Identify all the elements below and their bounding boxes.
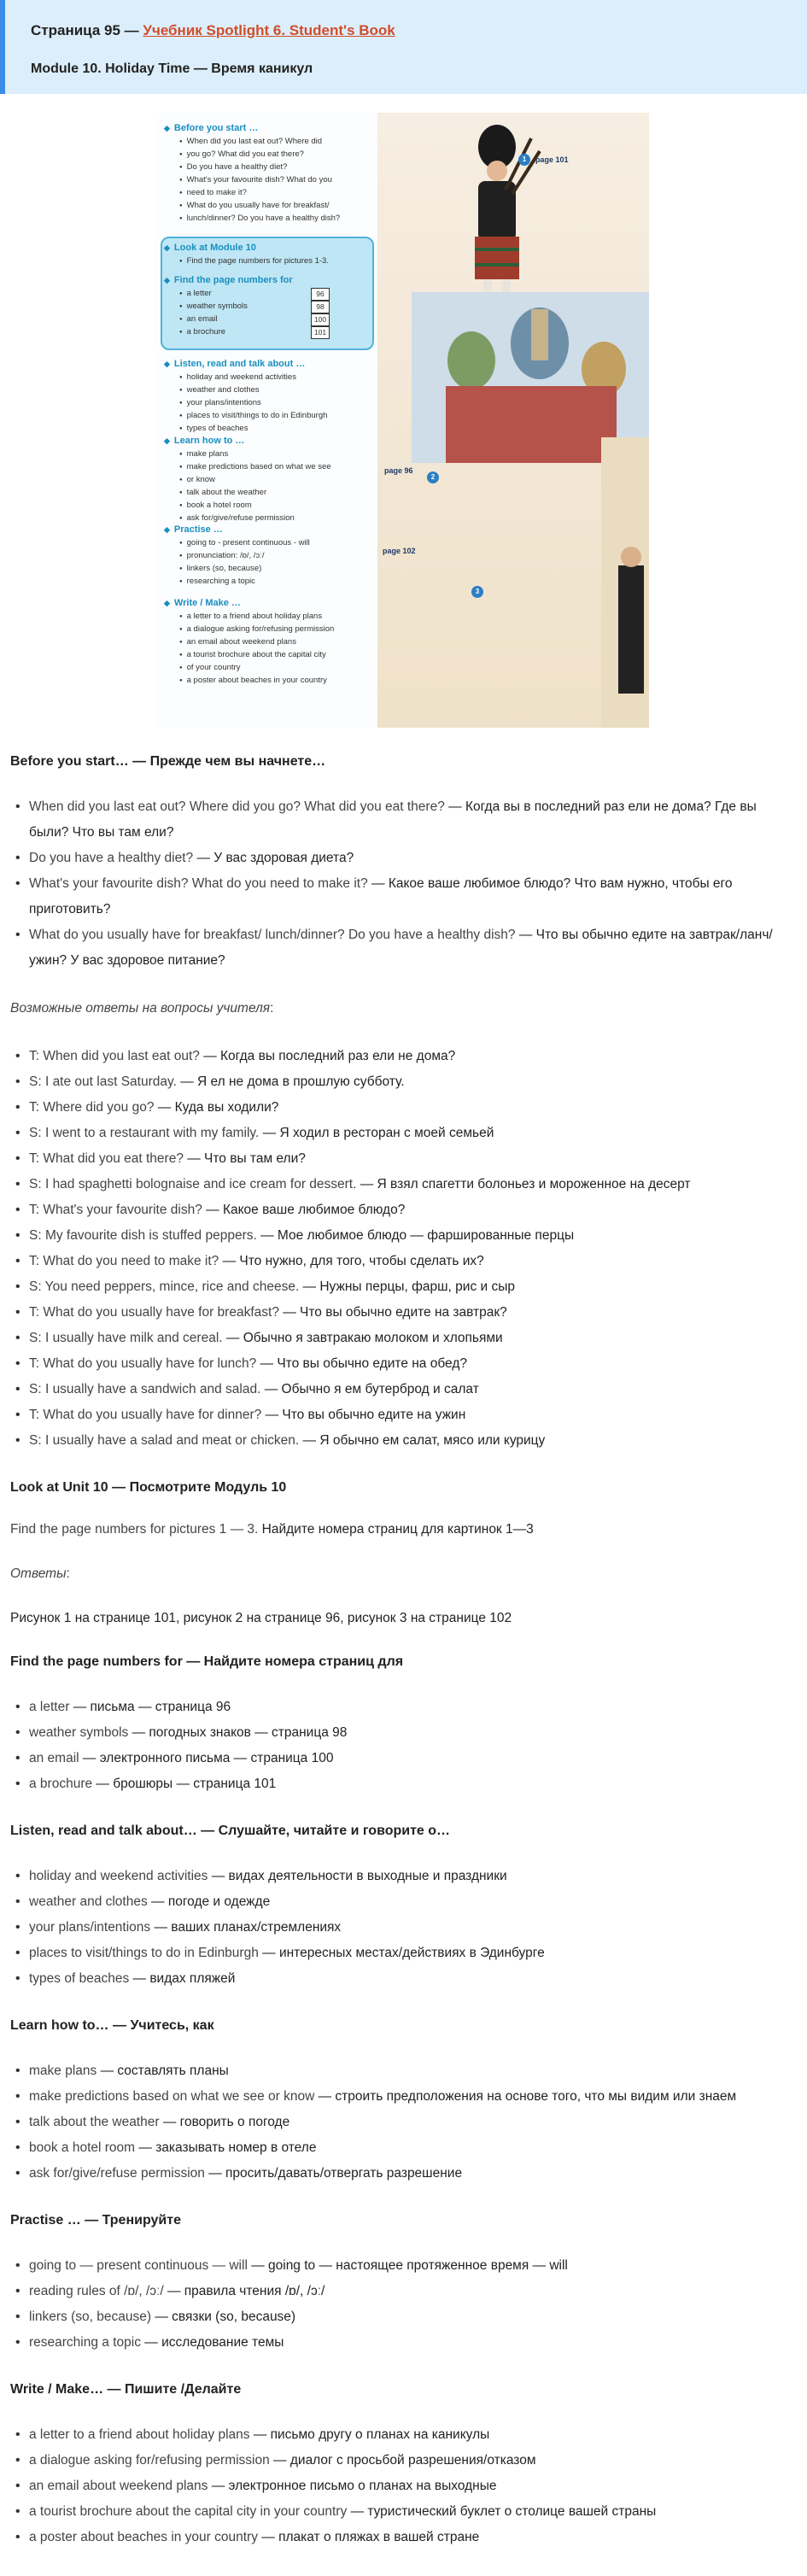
list-item-ru: — Что вы обычно едите на завтрак/ланч/ужин? У вас здоровое питание? (29, 928, 773, 968)
list-item (29, 1966, 797, 1992)
list-item-en: S: My favourite dish is stuffed peppers. (29, 1228, 257, 1243)
list-item-en: a tourist brochure about the capital city in your country (29, 2504, 348, 2519)
book-write-list (179, 611, 334, 688)
book-link[interactable]: Учебник Spotlight 6. Student's Book (143, 22, 395, 38)
list-item-ru: — Я ел не дома в прошлую субботу. (176, 1074, 405, 1089)
list-item (29, 1274, 797, 1300)
list-item-en: T: What do you usually have for breakfast? (29, 1305, 279, 1320)
list-item (29, 2110, 797, 2135)
textbook-page-image (154, 113, 649, 728)
list-item-ru: — связки (so, because) (151, 2310, 296, 2324)
list-item (29, 794, 797, 846)
list-item-en: going to — present continuous — will (29, 2258, 248, 2273)
book-look-section (164, 243, 329, 268)
list-item (29, 1223, 797, 1249)
list-item (29, 1864, 797, 1889)
list-item (29, 1095, 797, 1121)
list-item-en: book a hotel room (29, 2140, 136, 2155)
book-learn-list (179, 448, 331, 525)
list-item (29, 1941, 797, 1966)
page-number-label: Страница 95 — (31, 22, 139, 38)
listen-heading: Listen, read and talk about… — Слушайте, читайте и говорите о… (10, 1824, 451, 1838)
list-item-en: S: You need peppers, mince, rice and cheese. (29, 1279, 300, 1294)
list-item (29, 1249, 797, 1274)
book-list-item: ● or know (179, 474, 331, 487)
book-list-item: ● a letter to a friend about holiday plans (179, 611, 334, 624)
book-list-item: ● pronunciation: /ɒ/, /ɔː/ (179, 550, 310, 563)
list-item (29, 871, 797, 922)
book-learn-title: ◆ Learn how to … (164, 436, 331, 446)
list-item-en: an email about weekend plans (29, 2479, 208, 2493)
look-instruction (10, 1520, 797, 1539)
list-item (29, 1146, 797, 1172)
book-before-title: ◆ Before you start … (164, 123, 340, 133)
book-list-item: ● going to - present continuous - will (179, 537, 310, 550)
list-item (29, 1402, 797, 1428)
list-item-ru: — просить/давать/отвергать разрешение (204, 2166, 463, 2181)
find-list (10, 1695, 797, 1797)
list-item-ru: — плакат о пляжах в вашей стране (257, 2530, 480, 2544)
list-item-en: What do you usually have for breakfast/ lunch/dinner? Do you have a healthy dish? (29, 928, 516, 942)
list-item (29, 1771, 797, 1797)
module-title: Module 10. Holiday Time — Время каникул (31, 61, 313, 76)
list-item-ru: — говорить о погоде (159, 2115, 290, 2129)
list-item-ru: — заказывать номер в отеле (135, 2140, 317, 2155)
header-box (0, 0, 807, 94)
book-listen-section (164, 359, 327, 436)
list-item (29, 1746, 797, 1771)
list-item-en: When did you last eat out? Where did you go? What did you eat there? (29, 799, 445, 814)
teacher-answers-text: Возможные ответы на вопросы учителя (10, 1001, 271, 1016)
book-list-item: ● need to make it? (179, 187, 340, 200)
list-item-ru: — Обычно я ем бутерброд и салат (260, 1382, 479, 1396)
write-heading: Write / Make… — Пишите /Делайте (10, 2382, 242, 2397)
list-item (29, 922, 797, 974)
list-item (29, 2161, 797, 2187)
book-list-item: ● lunch/dinner? Do you have a healthy dish? (179, 213, 340, 225)
list-item-en: talk about the weather (29, 2115, 160, 2129)
page-title (31, 22, 807, 39)
book-list-item: ● of your country (179, 662, 334, 675)
book-find-item (179, 313, 360, 326)
list-item-ru: — Я ходил в ресторан с моей семьей (259, 1126, 494, 1140)
practise-heading: Practise … — Тренируйте (10, 2213, 181, 2228)
list-item (29, 1915, 797, 1941)
list-item (29, 1121, 797, 1146)
list-item-ru: — интересных местах/действиях в Эдинбурге (258, 1946, 545, 1960)
look-answers-colon: : (66, 1566, 70, 1581)
book-find-item (179, 326, 360, 339)
teacher-answers-colon: : (270, 1001, 274, 1016)
list-item-ru: — Какое ваше любимое блюдо? Что вам нужно, чтобы его приготовить? (29, 876, 733, 916)
list-item (29, 1889, 797, 1915)
list-item-ru: — исследование темы (140, 2335, 284, 2350)
list-item (29, 1069, 797, 1095)
list-item (29, 1300, 797, 1326)
list-item-en: a letter (29, 1700, 70, 1714)
book-practise-section (164, 524, 310, 588)
book-find-label: a letter (186, 289, 212, 298)
list-item (29, 2499, 797, 2525)
list-item (29, 1351, 797, 1377)
list-item-en: researching a topic (29, 2335, 141, 2350)
book-list-item: ● Find the page numbers for pictures 1-3. (179, 255, 329, 268)
list-item-ru: — Куда вы ходили? (154, 1100, 279, 1115)
book-list-item: ● What's your favourite dish? What do you (179, 174, 340, 187)
book-list-item: ● When did you last eat out? Where did (179, 136, 340, 149)
book-list-item: ● you go? What did you eat there? (179, 149, 340, 161)
list-item-en: a letter to a friend about holiday plans (29, 2427, 250, 2442)
list-item-en: places to visit/things to do in Edinburgh (29, 1946, 259, 1960)
list-item-en: T: What did you eat there? (29, 1151, 184, 1166)
book-list-item: ● a dialogue asking for/refusing permission (179, 624, 334, 636)
book-list-item: ● an email about weekend plans (179, 636, 334, 649)
list-item-ru: — Что вы обычно едите на обед? (256, 1356, 468, 1371)
list-item (29, 846, 797, 871)
teacher-answers-label (10, 999, 797, 1018)
list-item-en: T: What's your favourite dish? (29, 1203, 202, 1217)
book-look-title: ◆ Look at Module 10 (164, 243, 329, 253)
list-item-en: a poster about beaches in your country (29, 2530, 258, 2544)
look-instruction-en: Find the page numbers for pictures 1 — 3. (10, 1522, 259, 1537)
list-item (29, 2330, 797, 2356)
list-item-ru: — Нужны перцы, фарш, рис и сыр (299, 1279, 515, 1294)
list-item (29, 1720, 797, 1746)
book-list-item: ● Do you have a healthy diet? (179, 161, 340, 174)
list-item-en: weather symbols (29, 1725, 129, 1740)
list-item-en: T: Where did you go? (29, 1100, 155, 1115)
book-find-label: an email (186, 314, 218, 324)
book-find-section (164, 275, 360, 339)
list-item-en: linkers (so, because) (29, 2310, 152, 2324)
list-item (29, 1172, 797, 1197)
list-item (29, 2084, 797, 2110)
list-item (29, 2304, 797, 2330)
list-item-ru: — Что нужно, для того, чтобы сделать их? (219, 1254, 484, 1268)
list-item-ru: — диалог с просьбой разрешения/отказом (269, 2453, 536, 2468)
book-list-item: ● a poster about beaches in your country (179, 675, 334, 688)
list-item-en: S: I usually have milk and cereal. (29, 1331, 223, 1345)
list-item-en: T: When did you last eat out? (29, 1049, 200, 1063)
book-find-label: weather symbols (186, 302, 248, 311)
book-contents-column (154, 113, 377, 728)
book-listen-title: ◆ Listen, read and talk about … (164, 359, 327, 369)
book-look-list (179, 255, 329, 268)
list-item-en: a brochure (29, 1777, 93, 1791)
list-item-en: a dialogue asking for/refusing permission (29, 2453, 270, 2468)
book-find-page: 96 (311, 288, 330, 301)
list-item (29, 1044, 797, 1069)
book-list-item: ● linkers (so, because) (179, 563, 310, 576)
list-item-en: T: What do you usually have for dinner? (29, 1408, 262, 1422)
list-item-ru: — правила чтения /ɒ/, /ɔː/ (163, 2284, 325, 2298)
list-item-ru: — going to — настоящее протяженное время — will (247, 2258, 568, 2273)
look-heading: Look at Unit 10 — Посмотрите Модуль 10 (10, 1480, 287, 1495)
before-list (10, 794, 797, 974)
list-item-en: S: I had spaghetti bolognaise and ice cream for dessert. (29, 1177, 357, 1191)
list-item-ru: — строить предположения на основе того, что мы видим или знаем (314, 2089, 737, 2104)
picture-1-marker: 1 (518, 154, 530, 166)
teacher-dialogue-list (10, 1044, 797, 1454)
list-item-ru: — составлять планы (96, 2064, 229, 2078)
book-find-title: ◆ Find the page numbers for (164, 275, 360, 285)
list-item-en: S: I usually have a salad and meat or chicken. (29, 1433, 300, 1448)
book-write-section (164, 598, 334, 688)
page-96-label: page 96 (384, 466, 413, 475)
book-learn-section (164, 436, 331, 525)
learn-heading: Learn how to… — Учитесь, как (10, 2018, 214, 2033)
list-item (29, 2422, 797, 2448)
page-101-label: page 101 (535, 155, 569, 164)
list-item (29, 2448, 797, 2474)
list-item-ru: — погоде и одежде (147, 1894, 271, 1909)
book-find-page: 101 (311, 326, 330, 339)
list-item-en: What's your favourite dish? What do you need to make it? (29, 876, 368, 891)
list-item-ru: — Что вы обычно едите на ужин (261, 1408, 466, 1422)
book-write-title: ◆ Write / Make … (164, 598, 334, 608)
book-find-list (179, 288, 360, 339)
list-item-ru: — Когда вы в последний раз ели не дома? Где вы были? Что вы там ели? (29, 799, 757, 840)
book-list-item: ● make predictions based on what we see (179, 461, 331, 474)
list-item-en: T: What do you need to make it? (29, 1254, 219, 1268)
list-item-ru: — электронного письма — страница 100 (79, 1751, 334, 1765)
book-list-item: ● ask for/give/refuse permission (179, 512, 331, 525)
list-item-ru: — Что вы там ели? (183, 1151, 306, 1166)
book-list-item: ● weather and clothes (179, 384, 327, 397)
list-item (29, 2058, 797, 2084)
list-item-en: your plans/intentions (29, 1920, 151, 1935)
look-answers: Рисунок 1 на странице 101, рисунок 2 на странице 96, рисунок 3 на странице 102 (10, 1611, 512, 1625)
book-list-item: ● places to visit/things to do in Edinburgh (179, 410, 327, 423)
find-heading: Find the page numbers for — Найдите номера страниц для (10, 1654, 404, 1669)
book-listen-list (179, 372, 327, 436)
list-item-ru: — Когда вы последний раз ели не дома? (199, 1049, 456, 1063)
write-list (10, 2422, 797, 2550)
list-item-ru: — Обычно я завтракаю молоком и хлопьями (222, 1331, 503, 1345)
list-item (29, 1428, 797, 1454)
list-item (29, 2253, 797, 2279)
book-practise-title: ◆ Practise … (164, 524, 310, 535)
page-102-label: page 102 (383, 547, 416, 555)
list-item-ru: — брошюры — страница 101 (92, 1777, 277, 1791)
listen-list (10, 1864, 797, 1992)
list-item (29, 2135, 797, 2161)
book-list-item: ● a tourist brochure about the capital city (179, 649, 334, 662)
list-item-en: T: What do you usually have for lunch? (29, 1356, 257, 1371)
picture-3-marker: 3 (471, 586, 483, 598)
list-item-ru: — электронное письмо о планах на выходные (208, 2479, 497, 2493)
book-find-page: 100 (311, 313, 330, 326)
list-item-ru: — Я взял спагетти болоньез и мороженное на десерт (356, 1177, 691, 1191)
list-item-ru: — погодных знаков — страница 98 (128, 1725, 348, 1740)
list-item (29, 1197, 797, 1223)
list-item-en: make predictions based on what we see or know (29, 2089, 315, 2104)
before-heading: Before you start… — Прежде чем вы начнете… (10, 754, 326, 769)
list-item-en: S: I usually have a sandwich and salad. (29, 1382, 261, 1396)
book-list-item: ● researching a topic (179, 576, 310, 588)
book-before-list (179, 136, 340, 225)
list-item-ru: — видах пляжей (129, 1971, 236, 1986)
look-answers-label (10, 1565, 797, 1584)
list-item-ru: — Какое ваше любимое блюдо? (202, 1203, 406, 1217)
book-list-item: ● make plans (179, 448, 331, 461)
book-list-item: ● holiday and weekend activities (179, 372, 327, 384)
look-answers-label-text: Ответы (10, 1566, 67, 1581)
list-item-en: S: I went to a restaurant with my family. (29, 1126, 260, 1140)
list-item-ru: — письма — страница 96 (69, 1700, 231, 1714)
book-find-item (179, 301, 360, 313)
list-item-en: S: I ate out last Saturday. (29, 1074, 177, 1089)
list-item (29, 2474, 797, 2499)
list-item-en: ask for/give/refuse permission (29, 2166, 205, 2181)
look-instruction-ru: Найдите номера страниц для картинок 1—3 (258, 1522, 534, 1537)
hotel-reception-photo (601, 437, 649, 728)
list-item (29, 1326, 797, 1351)
list-item-en: make plans (29, 2064, 97, 2078)
book-list-item: ● What do you usually have for breakfast/ (179, 200, 340, 213)
book-find-item (179, 288, 360, 301)
book-list-item: ● book a hotel room (179, 500, 331, 512)
list-item (29, 1695, 797, 1720)
book-find-page: 98 (311, 301, 330, 313)
list-item-en: reading rules of /ɒ/, /ɔː/ (29, 2284, 164, 2298)
book-list-item: ● types of beaches (179, 423, 327, 436)
article-content (0, 753, 807, 2550)
learn-list (10, 2058, 797, 2187)
list-item-ru: — туристический буклет о столице вашей страны (347, 2504, 657, 2519)
list-item (29, 1377, 797, 1402)
list-item-en: an email (29, 1751, 79, 1765)
list-item-en: types of beaches (29, 1971, 130, 1986)
list-item-ru: — ваших планах/стремлениях (150, 1920, 342, 1935)
book-photos-column (377, 113, 649, 728)
book-practise-list (179, 537, 310, 588)
list-item-ru: — Что вы обычно едите на завтрак? (278, 1305, 507, 1320)
list-item-en: holiday and weekend activities (29, 1869, 208, 1883)
list-item-ru: — видах деятельности в выходные и праздники (208, 1869, 507, 1883)
list-item-en: weather and clothes (29, 1894, 148, 1909)
book-find-label: a brochure (186, 327, 226, 337)
book-list-item: ● your plans/intentions (179, 397, 327, 410)
practise-list (10, 2253, 797, 2356)
list-item-ru: — Я обычно ем салат, мясо или курицу (299, 1433, 546, 1448)
list-item (29, 2279, 797, 2304)
book-list-item: ● talk about the weather (179, 487, 331, 500)
list-item-ru: — письмо другу о планах на каникулы (249, 2427, 490, 2442)
list-item-ru: — У вас здоровая диета? (193, 851, 354, 865)
list-item-ru: — Мое любимое блюдо — фаршированные перцы (256, 1228, 575, 1243)
list-item-en: Do you have a healthy diet? (29, 851, 194, 865)
book-before-section (164, 123, 340, 225)
picture-2-marker: 2 (427, 471, 439, 483)
